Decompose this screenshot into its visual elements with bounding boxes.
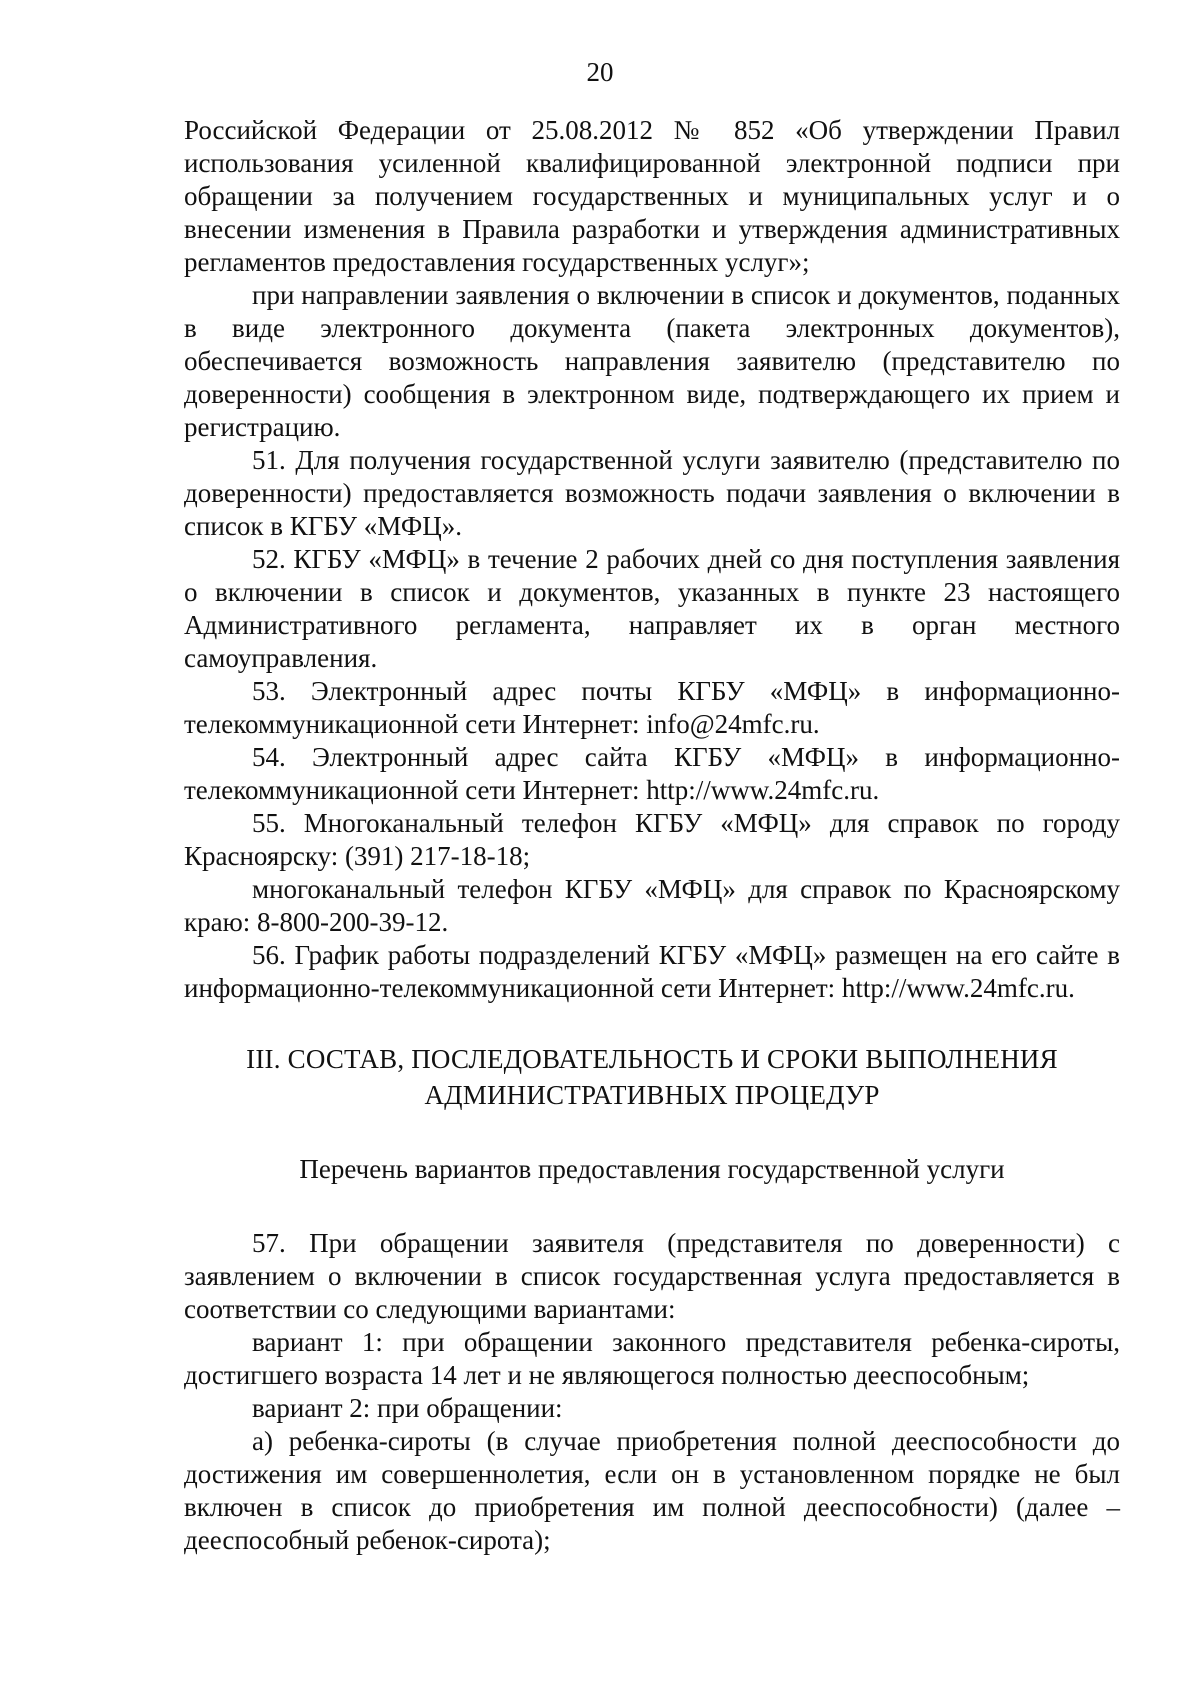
- document-body: [184, 114, 1120, 1557]
- section-heading-line-1: III. СОСТАВ, ПОСЛЕДОВАТЕЛЬНОСТЬ И СРОКИ ВЫПОЛНЕНИЯ: [246, 1044, 1058, 1074]
- section-heading-line-2: АДМИНИСТРАТИВНЫХ ПРОЦЕДУР: [424, 1080, 880, 1110]
- section-body: [184, 1227, 1120, 1557]
- section-heading: [184, 1041, 1120, 1113]
- paragraph-variant-1: вариант 1: при обращении законного представителя ребенка-сироты, достигшего возраста 14 лет и не являющегося полностью дееспособным;: [184, 1327, 1120, 1390]
- paragraph-variant-2-a: а) ребенка-сироты (в случае приобретения полной дееспособности до достижения им совершеннолетия, если он в установленном порядке не был включен в список до приобретения им полной дееспособности) (далее – дееспособный ребенок-сирота);: [184, 1426, 1120, 1555]
- paragraph-51: 51. Для получения государственной услуги заявителю (представителю по доверенности) предоставляется возможность подачи заявления о включении в список в КГБУ «МФЦ».: [184, 445, 1120, 541]
- paragraph-54: 54. Электронный адрес сайта КГБУ «МФЦ» в информационно-телекоммуникационной сети Интернет: http://www.24mfc.ru.: [184, 742, 1120, 805]
- paragraph-52: 52. КГБУ «МФЦ» в течение 2 рабочих дней со дня поступления заявления о включении в список и документов, указанных в пункте 23 настоящего Административного регламента, направляет их в орган местного самоуправления.: [184, 544, 1120, 673]
- subsection-heading: Перечень вариантов предоставления государственной услуги: [299, 1154, 1005, 1184]
- paragraph-56: 56. График работы подразделений КГБУ «МФЦ» размещен на его сайте в информационно-телекоммуникационной сети Интернет: http://www.24mfc.ru.: [184, 940, 1120, 1003]
- paragraph-57: 57. При обращении заявителя (представителя по доверенности) с заявлением о включении в список государственная услуга предоставляется в соответствии со следующими вариантами:: [184, 1228, 1120, 1324]
- paragraph-decree-reference: Российской Федерации от 25.08.2012 № 852 «Об утверждении Правил использования усиленной квалифицированной электронной подписи при обращении за получением государственных и муниципальных услуг и о внесении изменения в Правила разработки и утверждения административных регламентов предоставления государственных услуг»;: [184, 115, 1120, 277]
- paragraph-55: 55. Многоканальный телефон КГБУ «МФЦ» для справок по городу Красноярску: (391) 217-18-18;: [184, 808, 1120, 871]
- paragraph-variant-2: вариант 2: при обращении:: [252, 1393, 563, 1423]
- paragraph-55-regional-phone: многоканальный телефон КГБУ «МФЦ» для справок по Красноярскому краю: 8-800-200-39-12.: [184, 874, 1120, 937]
- paragraph-53: 53. Электронный адрес почты КГБУ «МФЦ» в информационно-телекоммуникационной сети Интернет: info@24mfc.ru.: [184, 676, 1120, 739]
- page-number: 20: [586, 57, 614, 87]
- paragraph-electronic-submission: при направлении заявления о включении в список и документов, поданных в виде электронного документа (пакета электронных документов), обеспечивается возможность направления заявителю (представителю по доверенности) сообщения в электронном виде, подтверждающего их прием и регистрацию.: [184, 280, 1120, 442]
